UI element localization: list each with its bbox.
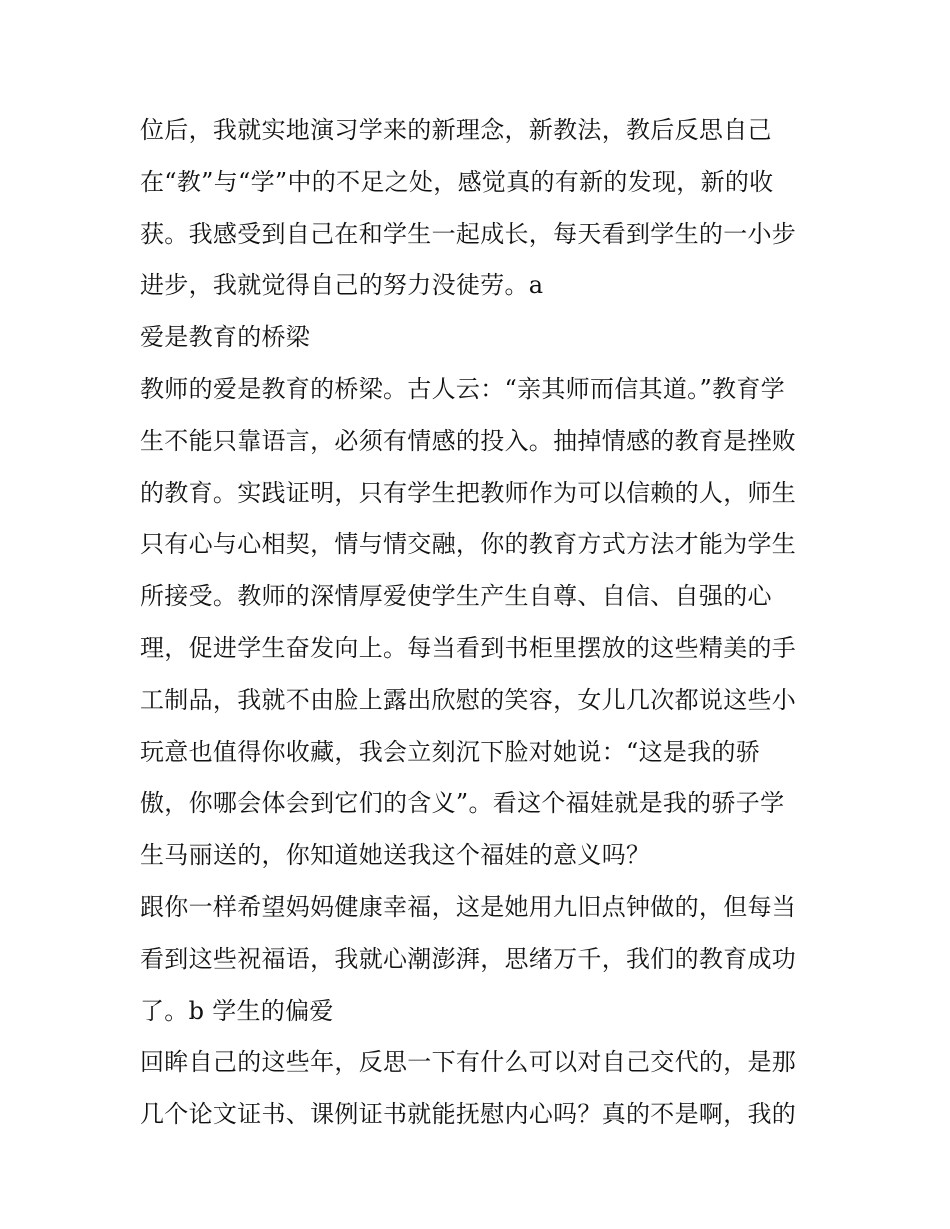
text-line: 进步，我就觉得自己的努力没徒劳。a <box>140 271 544 300</box>
text-line: 玩意也值得你收藏，我会立刻沉下脸对她说：“这是我的骄 <box>140 737 761 766</box>
text-line: 生不能只靠语言，必须有情感的投入。抽掉情感的教育是挫败 <box>140 426 797 455</box>
text-line: 位后，我就实地演习学来的新理念，新教法，教后反思自己 <box>140 116 772 144</box>
text-line: 理，促进学生奋发向上。每当看到书柜里摆放的这些精美的手 <box>140 633 797 662</box>
text-line: 生马丽送的，你知道她送我这个福娃的意义吗？ <box>140 841 651 870</box>
text-line: 跟你一样希望妈妈健康幸福，这是她用九旧点钟做的，但每当 <box>140 892 797 921</box>
text-line: 只有心与心相契，情与情交融，你的教育方式方法才能为学生 <box>140 530 797 559</box>
text-line: 几个论文证书、课例证书就能抚慰内心吗？真的不是啊，我的 <box>140 1100 797 1129</box>
text-line: 看到这些祝福语，我就心潮澎湃，思绪万千，我们的教育成功 <box>140 944 797 973</box>
text-line: 了。b 学生的偏爱 <box>140 996 334 1025</box>
text-line: 的教育。实践证明，只有学生把教师作为可以信赖的人，师生 <box>140 478 797 507</box>
text-line: 工制品，我就不由脸上露出欣慰的笑容，女儿几次都说这些小 <box>140 685 797 714</box>
text-line: 所接受。教师的深情厚爱使学生产生自尊、自信、自强的心 <box>140 582 772 611</box>
body-text <box>140 109 830 1145</box>
section-heading: 爱是教育的桥梁 <box>140 323 311 352</box>
text-line: 教师的爱是教育的桥梁。古人云：“亲其师而信其道。”教育学 <box>140 374 785 403</box>
text-line: 回眸自己的这些年，反思一下有什么可以对自己交代的，是那 <box>140 1048 797 1077</box>
text-line: 获。我感受到自己在和学生一起成长，每天看到学生的一小步 <box>140 219 797 248</box>
text-line: 在“教”与“学”中的不足之处，感觉真的有新的发现，新的收 <box>140 167 774 196</box>
text-line: 傲，你哪会体会到它们的含义”。看这个福娃就是我的骄子学 <box>140 789 785 818</box>
